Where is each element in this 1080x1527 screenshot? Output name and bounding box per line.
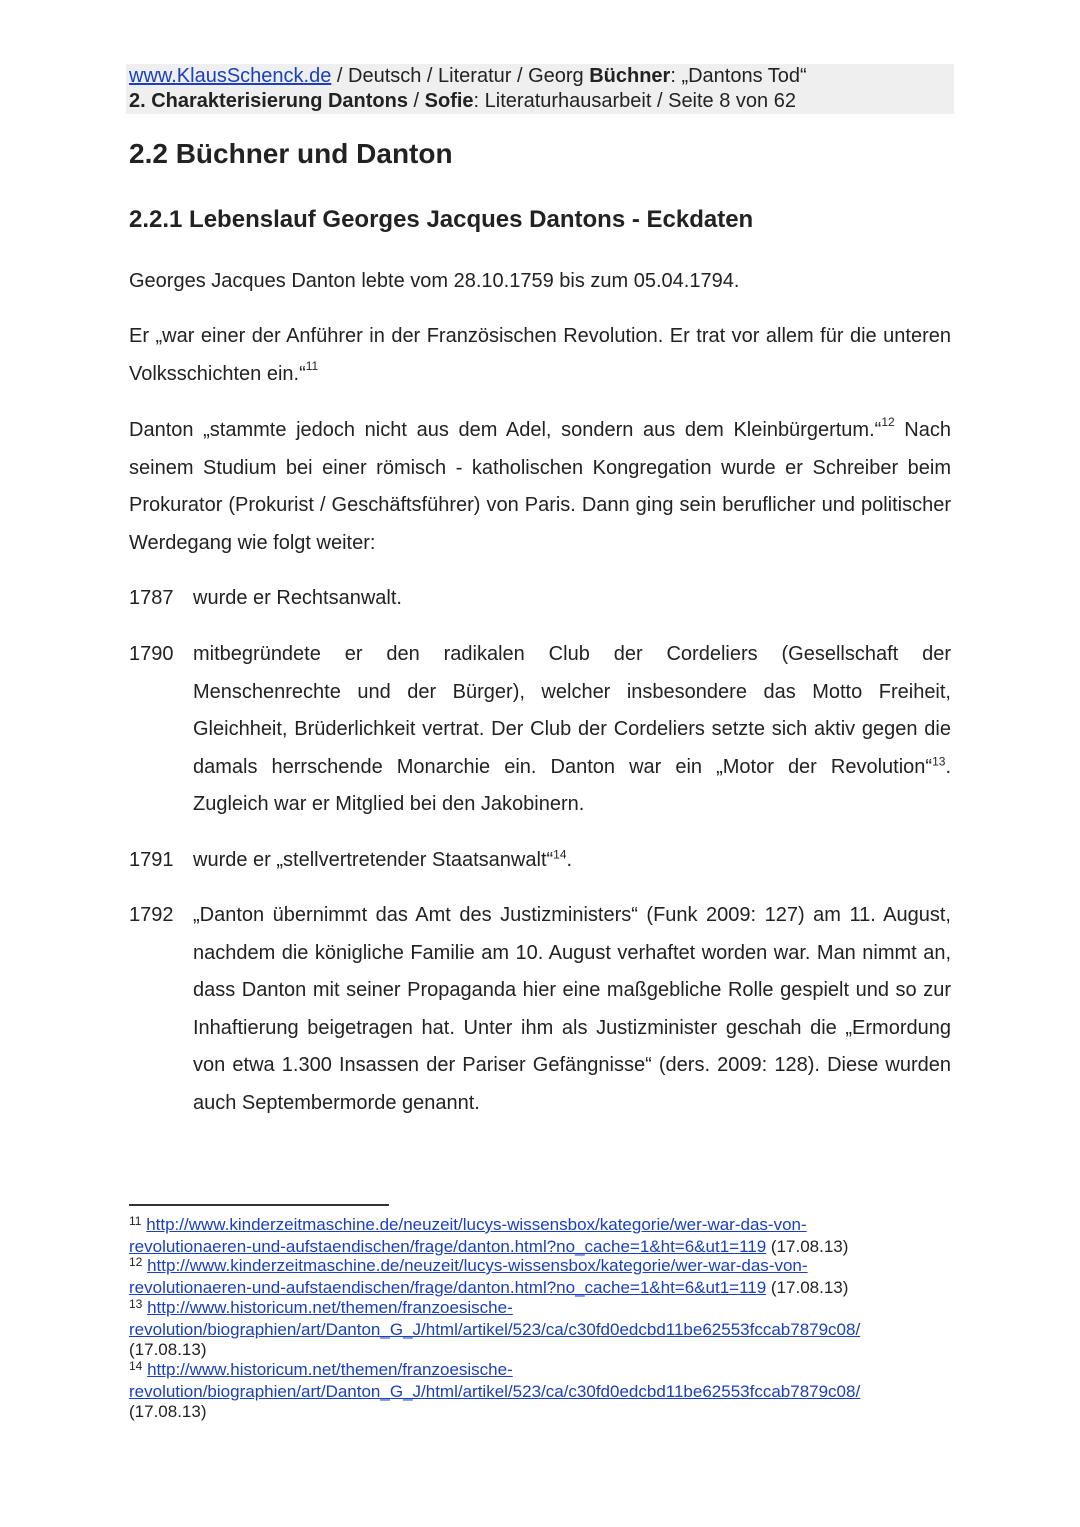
header-line-2 [129, 89, 796, 114]
footnote-link[interactable]: http://www.historicum.net/themen/franzoesische- [147, 1360, 513, 1379]
footnote-divider [129, 1204, 389, 1206]
footnote-date: (17.08.13) [129, 1402, 207, 1421]
timeline-year: 1791 [129, 849, 174, 871]
timeline-year: 1790 [129, 643, 174, 665]
footnote-link[interactable]: http://www.kinderzeitmaschine.de/neuzeit/lucys-wissensbox/kategorie/wer-war-das-von- [146, 1215, 807, 1234]
footnote-number: 14 [129, 1359, 143, 1373]
timeline-year: 1792 [129, 904, 174, 926]
footnote-link[interactable]: http://www.historicum.net/themen/franzoesische- [147, 1298, 513, 1317]
footnote-link[interactable]: http://www.kinderzeitmaschine.de/neuzeit/lucys-wissensbox/kategorie/wer-war-das-von- [147, 1256, 808, 1275]
footnote-number: 12 [129, 1255, 143, 1269]
timeline-text-b: . [566, 849, 573, 871]
site-link[interactable]: www.KlausSchenck.de [129, 65, 332, 87]
footnote-link[interactable]: revolution/biographien/art/Danton_G_J/html/artikel/523/ca/c30fd0edcbd11be62553fccab7879c08/ [129, 1319, 861, 1339]
footnote-link[interactable]: revolutionaeren-und-aufstaendischen/frage/danton.html?no_cache=1&ht=6&ut1=119 [129, 1236, 767, 1256]
page-header [126, 64, 954, 114]
header-path: / Deutsch / Literatur / Georg [331, 65, 590, 87]
timeline-text: wurde er Rechtsanwalt. [193, 587, 402, 609]
footnote-link[interactable]: revolutionaeren-und-aufstaendischen/frage/danton.html?no_cache=1&ht=6&ut1=119 [129, 1277, 767, 1297]
timeline-year: 1787 [129, 587, 174, 609]
header-separator: / [407, 90, 425, 112]
footnote-ref-14: 14 [553, 847, 567, 862]
timeline-text: „Danton übernimmt das Amt des Justizministers“ (Funk 2009: 127) am 11. August, nachdem die königliche Familie am 10. August verhaftet worden war. Man nimmt an, dass Danton mit seiner Propaganda hier eine maßgebliche Rolle gespielt und so zur Inhaftierung beigetragen hat. Unter ihm als Justizminister geschah die „Ermordung von etwa 1.300 Insassen der Pariser Gefängnisse“ (ders. 2009: 128). Diese wurden auch Septembermorde genannt. [193, 904, 951, 1114]
footnote [129, 1256, 929, 1298]
footnote-number: 13 [129, 1297, 143, 1311]
timeline-text-b: . Zugleich war er Mitglied bei den Jakobinern. [193, 755, 951, 815]
footnote [129, 1298, 929, 1361]
paragraph-dates: Georges Jacques Danton lebte vom 28.10.1759 bis zum 05.04.1794. [129, 270, 740, 292]
footnote-ref-13: 13 [932, 753, 946, 768]
header-page-info: : Literaturhausarbeit / Seite 8 von 62 [473, 90, 796, 112]
footnote-date: (17.08.13) [766, 1236, 849, 1256]
header-work-title: : „Dantons Tod“ [670, 65, 807, 87]
paragraph-origin-text-a: Danton „stammte jedoch nicht aus dem Adel, sondern aus dem Kleinbürgertum.“ [129, 419, 882, 441]
timeline-text-a: mitbegründete er den radikalen Club der Cordeliers (Gesellschaft der Menschenrechte und der Bürger), welcher insbesondere das Motto Freiheit, Gleichheit, Brüderlichkeit vertrat. Der Club der Cordeliers setzte sich aktiv gegen die damals herrschende Monarchie ein. Danton war ein „Motor der Revolution“ [193, 643, 951, 778]
footnote-link[interactable]: revolution/biographien/art/Danton_G_J/html/artikel/523/ca/c30fd0edcbd11be62553fccab7879c08/ [129, 1381, 861, 1401]
section-heading: 2.2 Büchner und Danton [129, 138, 453, 169]
header-author: Büchner [589, 65, 671, 87]
footnote-number: 11 [129, 1214, 142, 1228]
timeline-text [193, 842, 951, 880]
header-chapter: 2. Charakterisierung Dantons [129, 90, 408, 112]
footnote-ref-11: 11 [305, 358, 319, 373]
footnote [129, 1360, 929, 1423]
timeline-text-a: wurde er „stellvertretender Staatsanwalt“ [193, 849, 554, 871]
paragraph-leader-text: Er „war einer der Anführer in der Französischen Revolution. Er trat vor allem für die unteren Volksschichten ein.“ [129, 325, 951, 385]
header-student: Sofie [424, 90, 474, 112]
footnote-date: (17.08.13) [129, 1340, 207, 1359]
footnote-ref-12: 12 [881, 415, 895, 430]
paragraph-leader [129, 318, 951, 393]
footnote [129, 1215, 929, 1257]
paragraph-origin-text-b: Nach seinem Studium bei einer römisch - katholischen Kongregation wurde er Schreiber beim Prokurator (Prokurist / Geschäftsführer) von Paris. Dann ging sein beruflicher und politischer Werdegang wie folgt weiter: [129, 419, 952, 554]
subsection-heading: 2.2.1 Lebenslauf Georges Jacques Dantons - Eckdaten [129, 206, 754, 233]
paragraph-origin [129, 412, 951, 562]
timeline-text [193, 636, 951, 824]
footnote-date: (17.08.13) [766, 1277, 849, 1297]
header-line-1 [129, 64, 807, 89]
